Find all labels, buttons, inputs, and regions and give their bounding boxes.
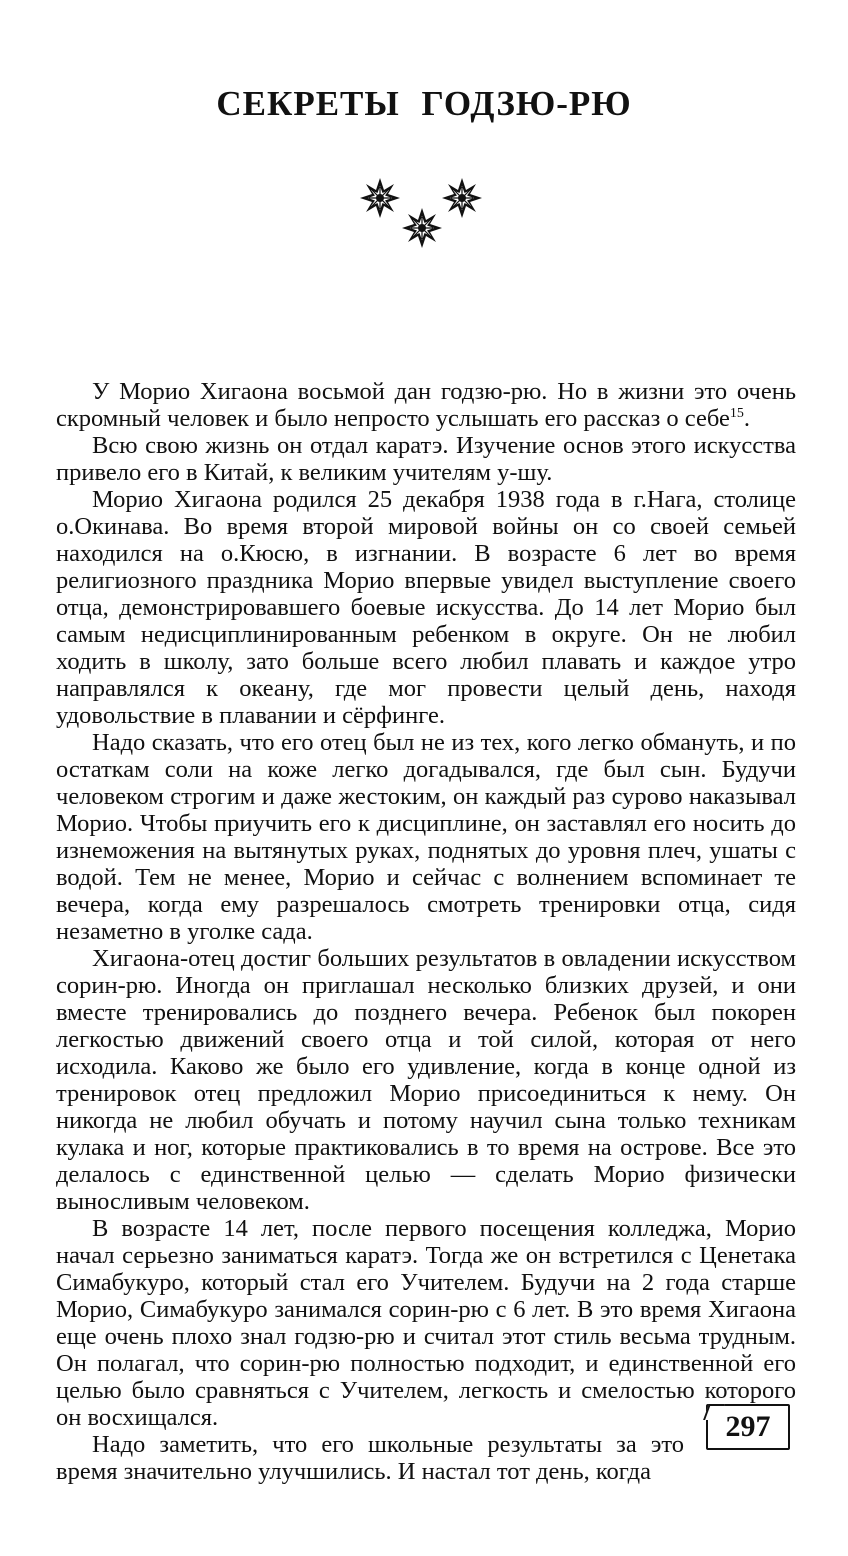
three-star-ornament-icon: [352, 172, 492, 258]
body-text: [56, 378, 796, 1485]
paragraph: Всю свою жизнь он отдал каратэ. Изучение основ этого искусства привело его в Китай, к великим учителям у-шу.: [56, 432, 796, 486]
paragraph: Морио Хигаона родился 25 декабря 1938 года в г.Нага, столице о.Окинава. Во время второй мировой войны он со своей семьей находился на о.Кюсю, в изгнании. В возрасте 6 лет во время религиозного праздника Морио впервые увидел выступление своего отца, демонстрировавшего боевые искусства. До 14 лет Морио был самым недисциплинированным ребенком в округе. Он не любил ходить в школу, зато больше всего любил плавать и каждое утро направлялся к океану, где мог провести целый день, находя удовольствие в плавании и сёрфинге.: [56, 486, 796, 729]
page-title: СЕКРЕТЫ ГОДЗЮ-РЮ: [216, 84, 632, 123]
paragraph: Надо сказать, что его отец был не из тех, кого легко обмануть, и по остаткам соли на коже легко догадывался, где был сын. Будучи человеком строгим и даже жестоким, он каждый раз сурово наказывал Морио. Чтобы приучить его к дисциплине, он заставлял его носить до изнеможения на вытянутых руках, поднятых до уровня плеч, ушаты с водой. Тем не менее, Морио и сейчас с волнением вспоминает те вечера, когда ему разрешалось смотреть тренировки отца, сидя незаметно в уголке сада.: [56, 729, 796, 945]
page-number: [706, 1404, 790, 1450]
page-number-label: 297: [725, 1410, 771, 1443]
paragraph: Надо заметить, что его школьные результаты за это время значительно улучшились. И настал тот день, когда: [56, 1431, 684, 1485]
paragraph: У Морио Хигаона восьмой дан годзю-рю. Но в жизни это очень скромный человек и было непросто услышать его рассказ о себе$^{15}$.: [56, 378, 796, 432]
paragraph: Хигаона-отец достиг больших результатов в овладении искусством сорин-рю. Иногда он приглашал несколько близких друзей, и они вместе тренировались до позднего вечера. Ребенок был покорен легкостью движений своего отца и той силой, которая от него исходила. Каково же было его удивление, когда в конце одной из тренировок отец предложил Морио присоединиться к нему. Он никогда не любил обучать и потому научил сына только техникам кулака и ног, которые практиковались в то время на острове. Все это делалось с единственной целью — сделать Морио физически выносливым человеком.: [56, 945, 796, 1215]
paragraph: В возрасте 14 лет, после первого посещения колледжа, Морио начал серьезно заниматься каратэ. Тогда же он встретился с Ценетака Симабукуро, который стал его Учителем. Будучи на 2 года старше Морио, Симабукуро занимался сорин-рю с 6 лет. В это время Хигаона еще очень плохо знал годзю-рю и считал этот стиль весьма трудным. Он полагал, что сорин-рю полностью подходит, и единственной его целью было сравняться с Учителем, легкость и смелостью которого он восхищался.: [56, 1215, 796, 1431]
footnote-reference: 15: [729, 405, 744, 421]
